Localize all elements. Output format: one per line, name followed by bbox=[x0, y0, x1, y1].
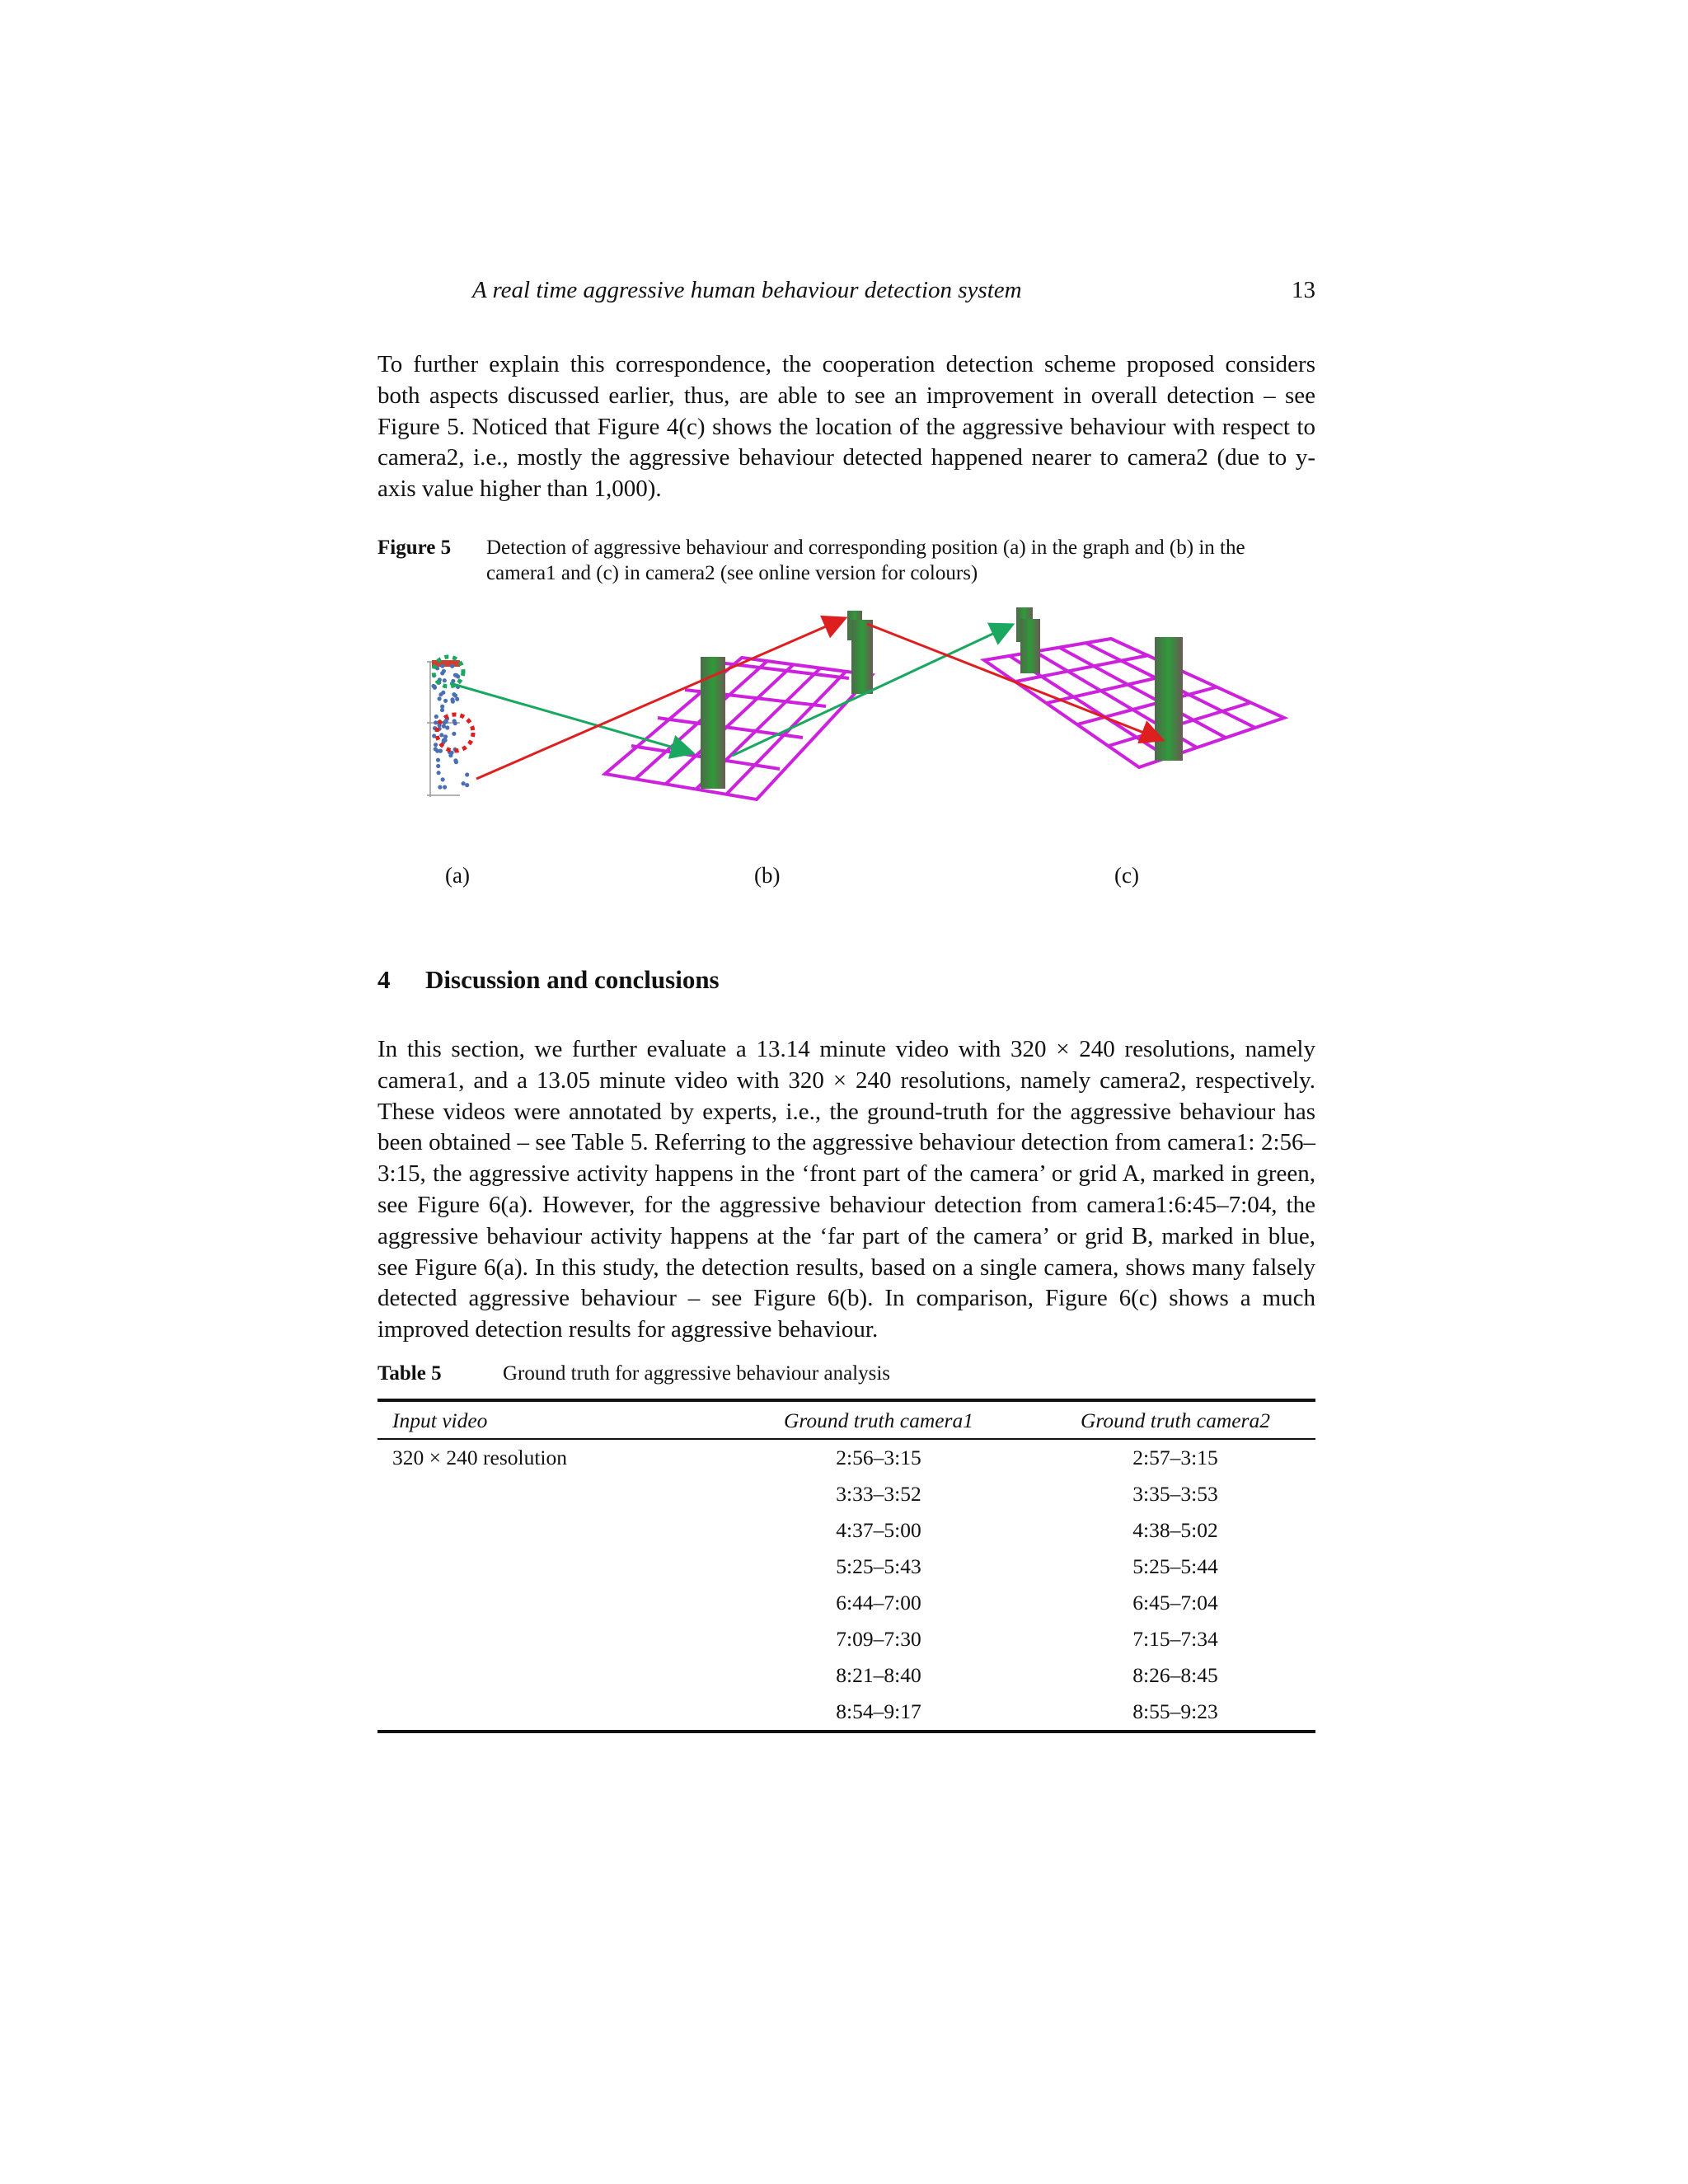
cell-input: 320 × 240 resolution bbox=[392, 1445, 567, 1469]
section-number: 4 bbox=[377, 964, 391, 994]
scatter-point bbox=[450, 664, 454, 668]
scatter-point bbox=[443, 785, 447, 789]
scatter-point bbox=[436, 758, 440, 762]
cell-input bbox=[377, 1621, 722, 1657]
figure-5 bbox=[377, 591, 1315, 896]
scatter-point bbox=[439, 733, 443, 737]
running-title: A real time aggressive human behaviour detection system bbox=[472, 277, 1022, 303]
scatter-point bbox=[453, 758, 457, 762]
table-caption-text: Ground truth for aggressive behaviour analysis bbox=[503, 1361, 891, 1385]
table-caption bbox=[377, 1362, 1315, 1385]
page-number: 13 bbox=[1292, 277, 1315, 303]
header-camera2: Ground truth camera2 bbox=[1035, 1400, 1315, 1439]
scatter-point bbox=[448, 753, 452, 757]
scatter-point bbox=[441, 777, 445, 781]
ground-truth-table bbox=[377, 1399, 1315, 1733]
cell-camera2: 6:45–7:04 bbox=[1132, 1590, 1218, 1615]
table-row bbox=[377, 1657, 1315, 1694]
scatter-point bbox=[438, 692, 443, 696]
cell-camera2: 4:38–5:02 bbox=[1132, 1517, 1218, 1542]
scatter-point bbox=[440, 663, 444, 668]
figure-illustration bbox=[377, 591, 1315, 863]
scatter-point bbox=[438, 696, 442, 701]
section-title: Discussion and conclusions bbox=[425, 964, 720, 994]
cell-camera2: 7:15–7:34 bbox=[1132, 1626, 1218, 1651]
scatter-point bbox=[440, 705, 444, 709]
scatter-point bbox=[440, 671, 444, 675]
cell-input bbox=[377, 1549, 722, 1585]
scatter-point bbox=[442, 724, 446, 728]
cell-camera1: 6:44–7:00 bbox=[836, 1590, 921, 1615]
table-label: Table 5 bbox=[377, 1361, 442, 1385]
scatter-point bbox=[450, 697, 454, 701]
running-head bbox=[377, 277, 1315, 313]
scatter-point bbox=[438, 785, 442, 789]
table-row bbox=[377, 1585, 1315, 1621]
cell-input bbox=[377, 1476, 722, 1512]
cell-camera1: 8:54–9:17 bbox=[722, 1694, 1035, 1732]
scatter-point bbox=[434, 720, 438, 724]
cell-input bbox=[377, 1657, 722, 1694]
cell-input bbox=[377, 1585, 722, 1621]
cell-camera1: 7:09–7:30 bbox=[836, 1626, 921, 1651]
scatter-point bbox=[443, 738, 448, 742]
scatter-point bbox=[434, 743, 438, 747]
cell-input bbox=[377, 1694, 722, 1732]
cell-camera1: 8:21–8:40 bbox=[836, 1662, 921, 1687]
cell-camera2: 8:26–8:45 bbox=[1132, 1662, 1218, 1687]
scatter-point bbox=[465, 783, 469, 787]
figure-caption bbox=[377, 535, 1315, 586]
header-camera1: Ground truth camera1 bbox=[722, 1400, 1035, 1439]
camera1-grid bbox=[605, 658, 872, 799]
scatter-point bbox=[431, 684, 435, 688]
cell-camera1: 4:37–5:00 bbox=[836, 1517, 921, 1542]
scatter-point bbox=[456, 674, 460, 678]
scatter-point bbox=[453, 721, 457, 725]
correspondence-arrows bbox=[450, 619, 1160, 779]
scatter-point bbox=[452, 732, 456, 736]
cell-camera1: 5:25–5:43 bbox=[836, 1554, 921, 1578]
cell-camera2: 5:25–5:44 bbox=[1132, 1554, 1218, 1578]
section-heading bbox=[377, 965, 1315, 995]
paragraph-intro: To further explain this correspondence, the cooperation detection scheme proposed considers both aspects discussed earlier, thus, are able to see an improvement in overall detection – see Figure 5. Noticed that Figure 4(c) shows the location of the aggressive behaviour with respect to camera2, i.e., mostly the aggressive behaviour detected happened nearer to camera2 (due to y-axis value higher than 1,000). bbox=[377, 351, 1315, 503]
table-row bbox=[377, 1621, 1315, 1657]
cell-camera1: 3:33–3:52 bbox=[836, 1481, 921, 1506]
table-row bbox=[377, 1549, 1315, 1585]
table-row bbox=[377, 1439, 1315, 1476]
table-header-row bbox=[377, 1400, 1315, 1439]
scatter-point bbox=[434, 715, 438, 719]
scatter-point bbox=[465, 772, 469, 776]
header-input-video: Input video bbox=[377, 1400, 722, 1439]
sub-label-c: (c) bbox=[1114, 862, 1139, 888]
scatter-point bbox=[437, 771, 441, 775]
scatter-point bbox=[462, 781, 466, 785]
sub-label-b: (b) bbox=[754, 862, 781, 888]
cell-camera1: 2:56–3:15 bbox=[836, 1445, 921, 1469]
page-content bbox=[377, 277, 1315, 1733]
table-row bbox=[377, 1694, 1315, 1732]
figure-label: Figure 5 bbox=[377, 536, 452, 559]
scatter-point bbox=[452, 692, 456, 696]
paragraph-discussion: In this section, we further evaluate a 13.14 minute video with 320 × 240 resolutions, namely camera1, and a 13.05 minute video with 320 × 240 resolutions, namely camera2, respectively. These videos were annotated by experts, i.e., the ground-truth for the aggressive behaviour has been obtained – see Table 5. Referring to the aggressive behaviour detection from camera1: 2:56–3:15, the aggressive activity happens in the ‘front part of the camera’ or grid A, marked in green, see Figure 6(a). However, for the aggressive behaviour detection from camera1:6:45–7:04, the aggressive behaviour activity happens at the ‘far part of the camera’ or grid B, marked in blue, see Figure 6(a). In this study, the detection results, based on a single camera, shows many falsely detected aggressive behaviour – see Figure 6(b). In comparison, Figure 6(c) shows a much improved detection results for aggressive behaviour. bbox=[377, 1035, 1315, 1343]
cell-camera2: 2:57–3:15 bbox=[1132, 1445, 1218, 1469]
cell-camera2: 8:55–9:23 bbox=[1035, 1694, 1315, 1732]
scatter-graph bbox=[427, 657, 473, 797]
scatter-point bbox=[443, 699, 448, 703]
scatter-point bbox=[436, 764, 440, 768]
cell-camera2: 3:35–3:53 bbox=[1132, 1481, 1218, 1506]
scatter-point bbox=[438, 748, 443, 752]
scatter-point bbox=[443, 678, 447, 682]
sub-label-a: (a) bbox=[445, 862, 470, 888]
table-row bbox=[377, 1476, 1315, 1512]
table-row bbox=[377, 1512, 1315, 1549]
figure-caption-text: Detection of aggressive behaviour and corresponding position (a) in the graph and (b) in the camera1 and (c) in camera2 (see online version for colours) bbox=[486, 536, 1245, 584]
cell-input bbox=[377, 1512, 722, 1549]
scatter-point bbox=[455, 697, 459, 701]
